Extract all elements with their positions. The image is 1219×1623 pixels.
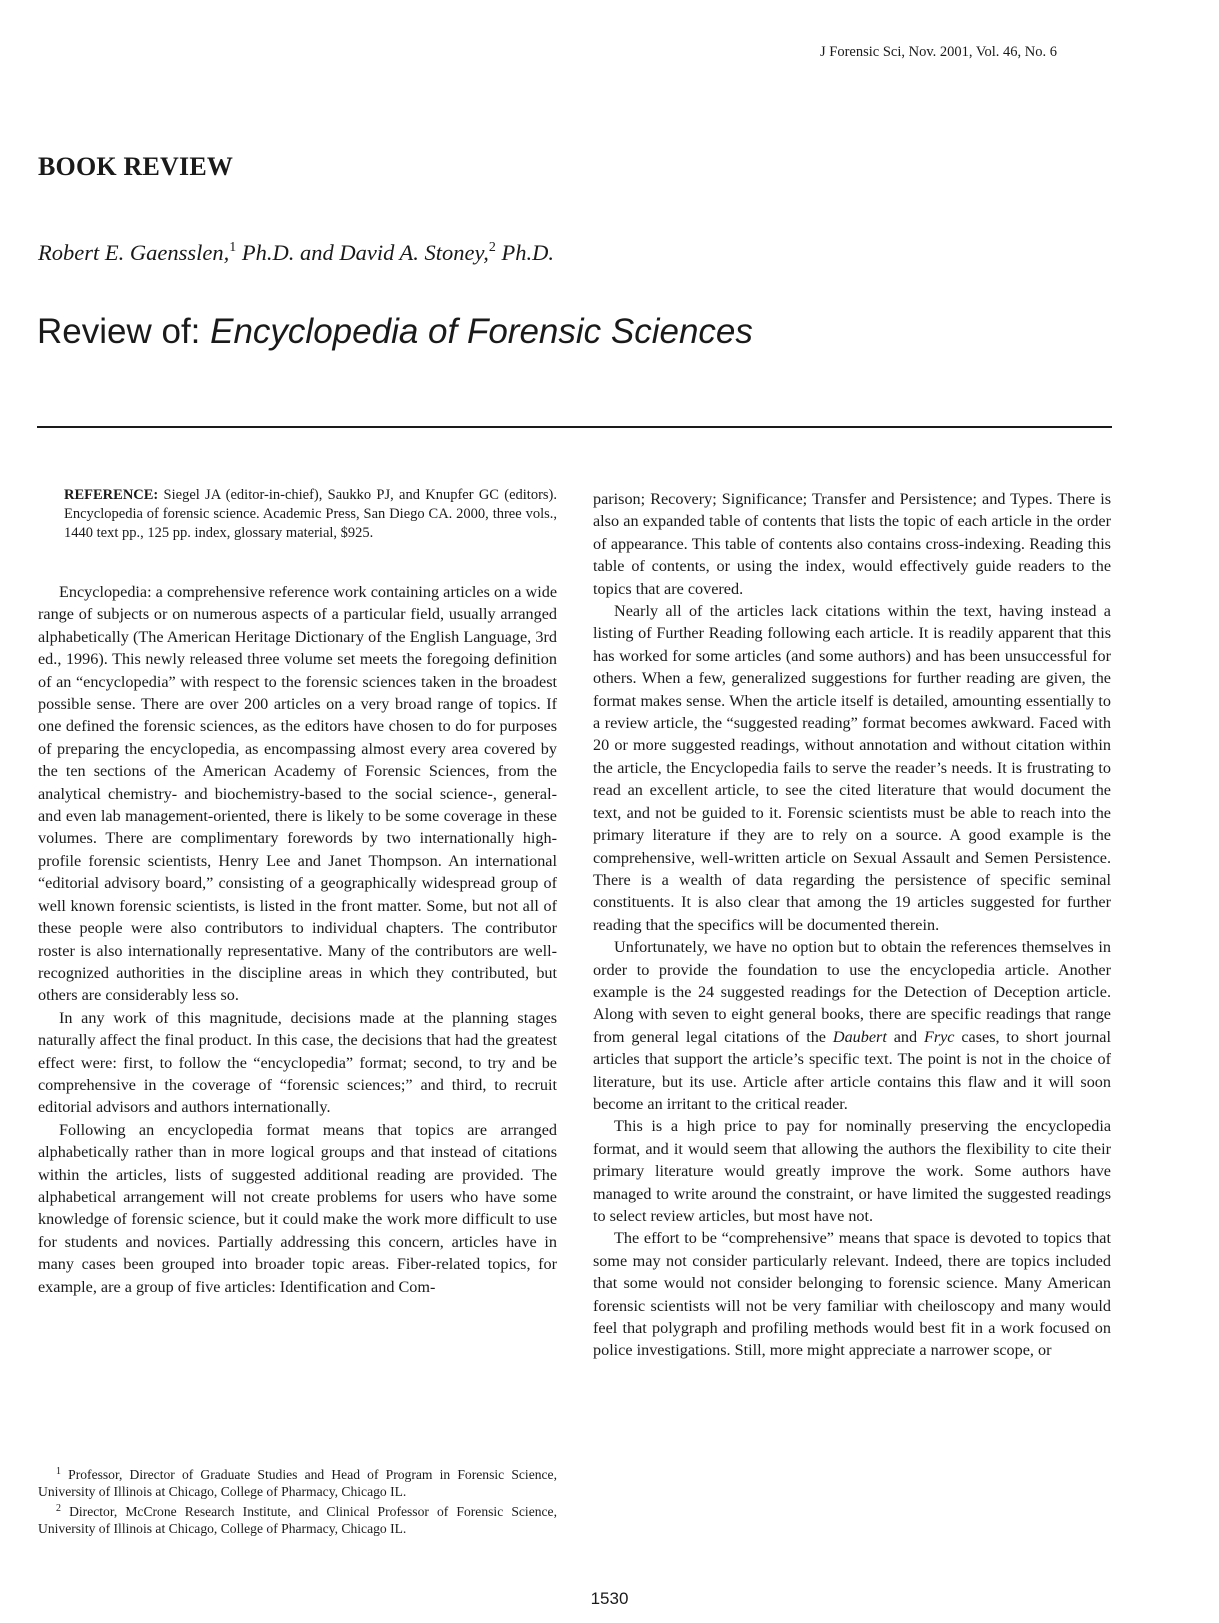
- left-column: [38, 486, 557, 1298]
- text-run: and: [886, 1027, 924, 1046]
- section-label: BOOK REVIEW: [38, 152, 234, 181]
- right-column: [593, 488, 1111, 1362]
- author-1-footnote-mark: 1: [229, 240, 237, 255]
- body-paragraph: The effort to be “comprehensive” means that space is devoted to topics that some may not consider particularly relevant. Indeed, there are topics included that some would not consider belonging to forensic science. Many American forensic scientists will not be very familiar with cheiloscopy and many would feel that polygraph and profiling methods would best fit in a work focused on police investigations. Still, more might appreciate a narrower scope, or: [593, 1229, 1111, 1360]
- author-degree: Ph.D. and David A. Stoney,: [236, 240, 489, 265]
- footnote-text: Professor, Director of Graduate Studies and Head of Program in Forensic Science, University of Illinois at Chicago, College of Pharmacy, Chicago IL.: [38, 1467, 557, 1499]
- body-paragraph: In any work of this magnitude, decisions made at the planning stages naturally affect the final product. In this case, the decisions that had the greatest effect were: first, to follow the “encyclopedia” format; second, to try and be comprehensive in the coverage of “forensic sciences;” and third, to recruit editorial advisors and authors internationally.: [38, 1008, 557, 1117]
- text-run: cases, to short journal articles that support the article’s specific text. The point is not in the choice of literature, but its use. Article after article contains this flaw and it will soon become an irritant to the critical reader.: [593, 1027, 1111, 1113]
- article-title: [37, 312, 753, 352]
- body-paragraph: This is a high price to pay for nominally preserving the encyclopedia format, and it would seem that allowing the authors the flexibility to cite their primary literature would greatly improve the work. Some authors have managed to write around the constraint, or have limited the suggested readings to select review articles, but most have not.: [593, 1117, 1111, 1225]
- reference-block: [64, 486, 557, 543]
- footnote: [38, 1500, 557, 1537]
- journal-citation: J Forensic Sci, Nov. 2001, Vol. 46, No. 6: [820, 44, 1057, 60]
- footnote: [38, 1463, 557, 1500]
- body-paragraph: Nearly all of the articles lack citations within the text, having instead a listing of Further Reading following each article. It is readily apparent that this has worked for some articles (and some authors) and has been unsuccessful for others. When a few, generalized suggestions for further reading are given, the format makes sense. When the article itself is detailed, amounting essentially to a review article, the “suggested reading” format becomes awkward. Faced with 20 or more suggested readings, without annotation and without citation within the article, the Encyclopedia fails to serve the reader’s needs. It is frustrating to read an excellent article, to see the cited literature that would document the text, and not be guided to it. Forensic scientists must be able to reach into the primary literature if they are to rely on a source. A good example is the comprehensive, well-written article on Sexual Assault and Semen Persistence. There is a wealth of data regarding the persistence of specific seminal constituents. It is also clear that among the 19 articles suggested for further reading that the specifics will be documented therein.: [593, 602, 1111, 934]
- body-paragraph-continued: parison; Recovery; Significance; Transfer and Persistence; and Types. There is also an expanded table of contents that lists the topic of each article in the order of appearance. This table of contents also contains cross-indexing. Reading this table of contents, or using the index, would effectively guide readers to the topics that are covered.: [593, 490, 1111, 598]
- body-paragraph: Following an encyclopedia format means that topics are arranged alphabetically rather than in more logical groups and that instead of citations within the articles, lists of suggested additional reading are provided. The alphabetical arrangement will not create problems for users who have some knowledge of forensic science, but it could make the work more difficult to use for students and novices. Partially addressing this concern, articles have in many cases been grouped into broader topic areas. Fiber-related topics, for example, are a group of five articles: Identification and Com-: [38, 1120, 557, 1296]
- footnotes: [38, 1463, 557, 1537]
- reference-text: Siegel JA (editor-in-chief), Saukko PJ, and Knupfer GC (editors). Encyclopedia of forensic science. Academic Press, San Diego CA. 2000, three vols., 1440 text pp., 125 pp. index, glossary material, $925.: [64, 487, 557, 541]
- author-2-footnote-mark: 2: [488, 240, 496, 255]
- page-number: 1530: [590, 1589, 629, 1608]
- title-book-name: Encyclopedia of Forensic Sciences: [210, 312, 753, 351]
- case-name: Fryc: [923, 1027, 955, 1046]
- footnote-text: Director, McCrone Research Institute, and Clinical Professor of Forensic Science, University of Illinois at Chicago, College of Pharmacy, Chicago IL.: [38, 1504, 557, 1536]
- title-prefix: Review of:: [37, 312, 211, 351]
- reference-label: REFERENCE:: [64, 487, 159, 503]
- text-run: Unfortunately, we have no option but to obtain the references themselves in order to provide the foundation to use the encyclopedia article. Another example is the 24 suggested readings for the Detection of Deception article. Along with seven to eight general books, there are specific readings that range from general legal citations of the: [593, 938, 1111, 1046]
- case-name: Daubert: [832, 1027, 887, 1046]
- author-degree: Ph.D.: [495, 240, 555, 265]
- author-line: [38, 240, 554, 266]
- title-divider: [37, 426, 1112, 428]
- author-1: Robert E. Gaensslen,: [38, 240, 230, 265]
- footnote-mark: 2: [56, 1503, 61, 1514]
- body-paragraph: [593, 936, 1111, 1115]
- footnote-mark: 1: [56, 1466, 61, 1477]
- body-paragraph: Encyclopedia: a comprehensive reference work containing articles on a wide range of subjects or on numerous aspects of a particular field, usually arranged alphabetically (The American Heritage Dictionary of the English Language, 3rd ed., 1996). This newly released three volume set meets the foregoing definition of an “encyclopedia” with respect to the forensic sciences taken in the broadest possible sense. There are over 200 articles on a very broad range of topics. If one defined the forensic sciences, as the editors have chosen to do for purposes of preparing the encyclopedia, as encompassing almost every area covered by the ten sections of the American Academy of Forensic Sciences, from the analytical chemistry- and biochemistry-based to the social science-, general- and even lab management-oriented, there is likely to be some coverage in these volumes. There are complimentary forewords by two internationally high-profile forensic scientists, Henry Lee and Janet Thompson. An international “editorial advisory board,” consisting of a geographically widespread group of well known forensic scientists, is listed in the front matter. Some, but not all of these people were also contributors to individual chapters. The contributor roster is also internationally representative. Many of the contributors are well-recognized authorities in the discipline areas in which they contributed, but others are considerably less so.: [38, 583, 557, 1005]
